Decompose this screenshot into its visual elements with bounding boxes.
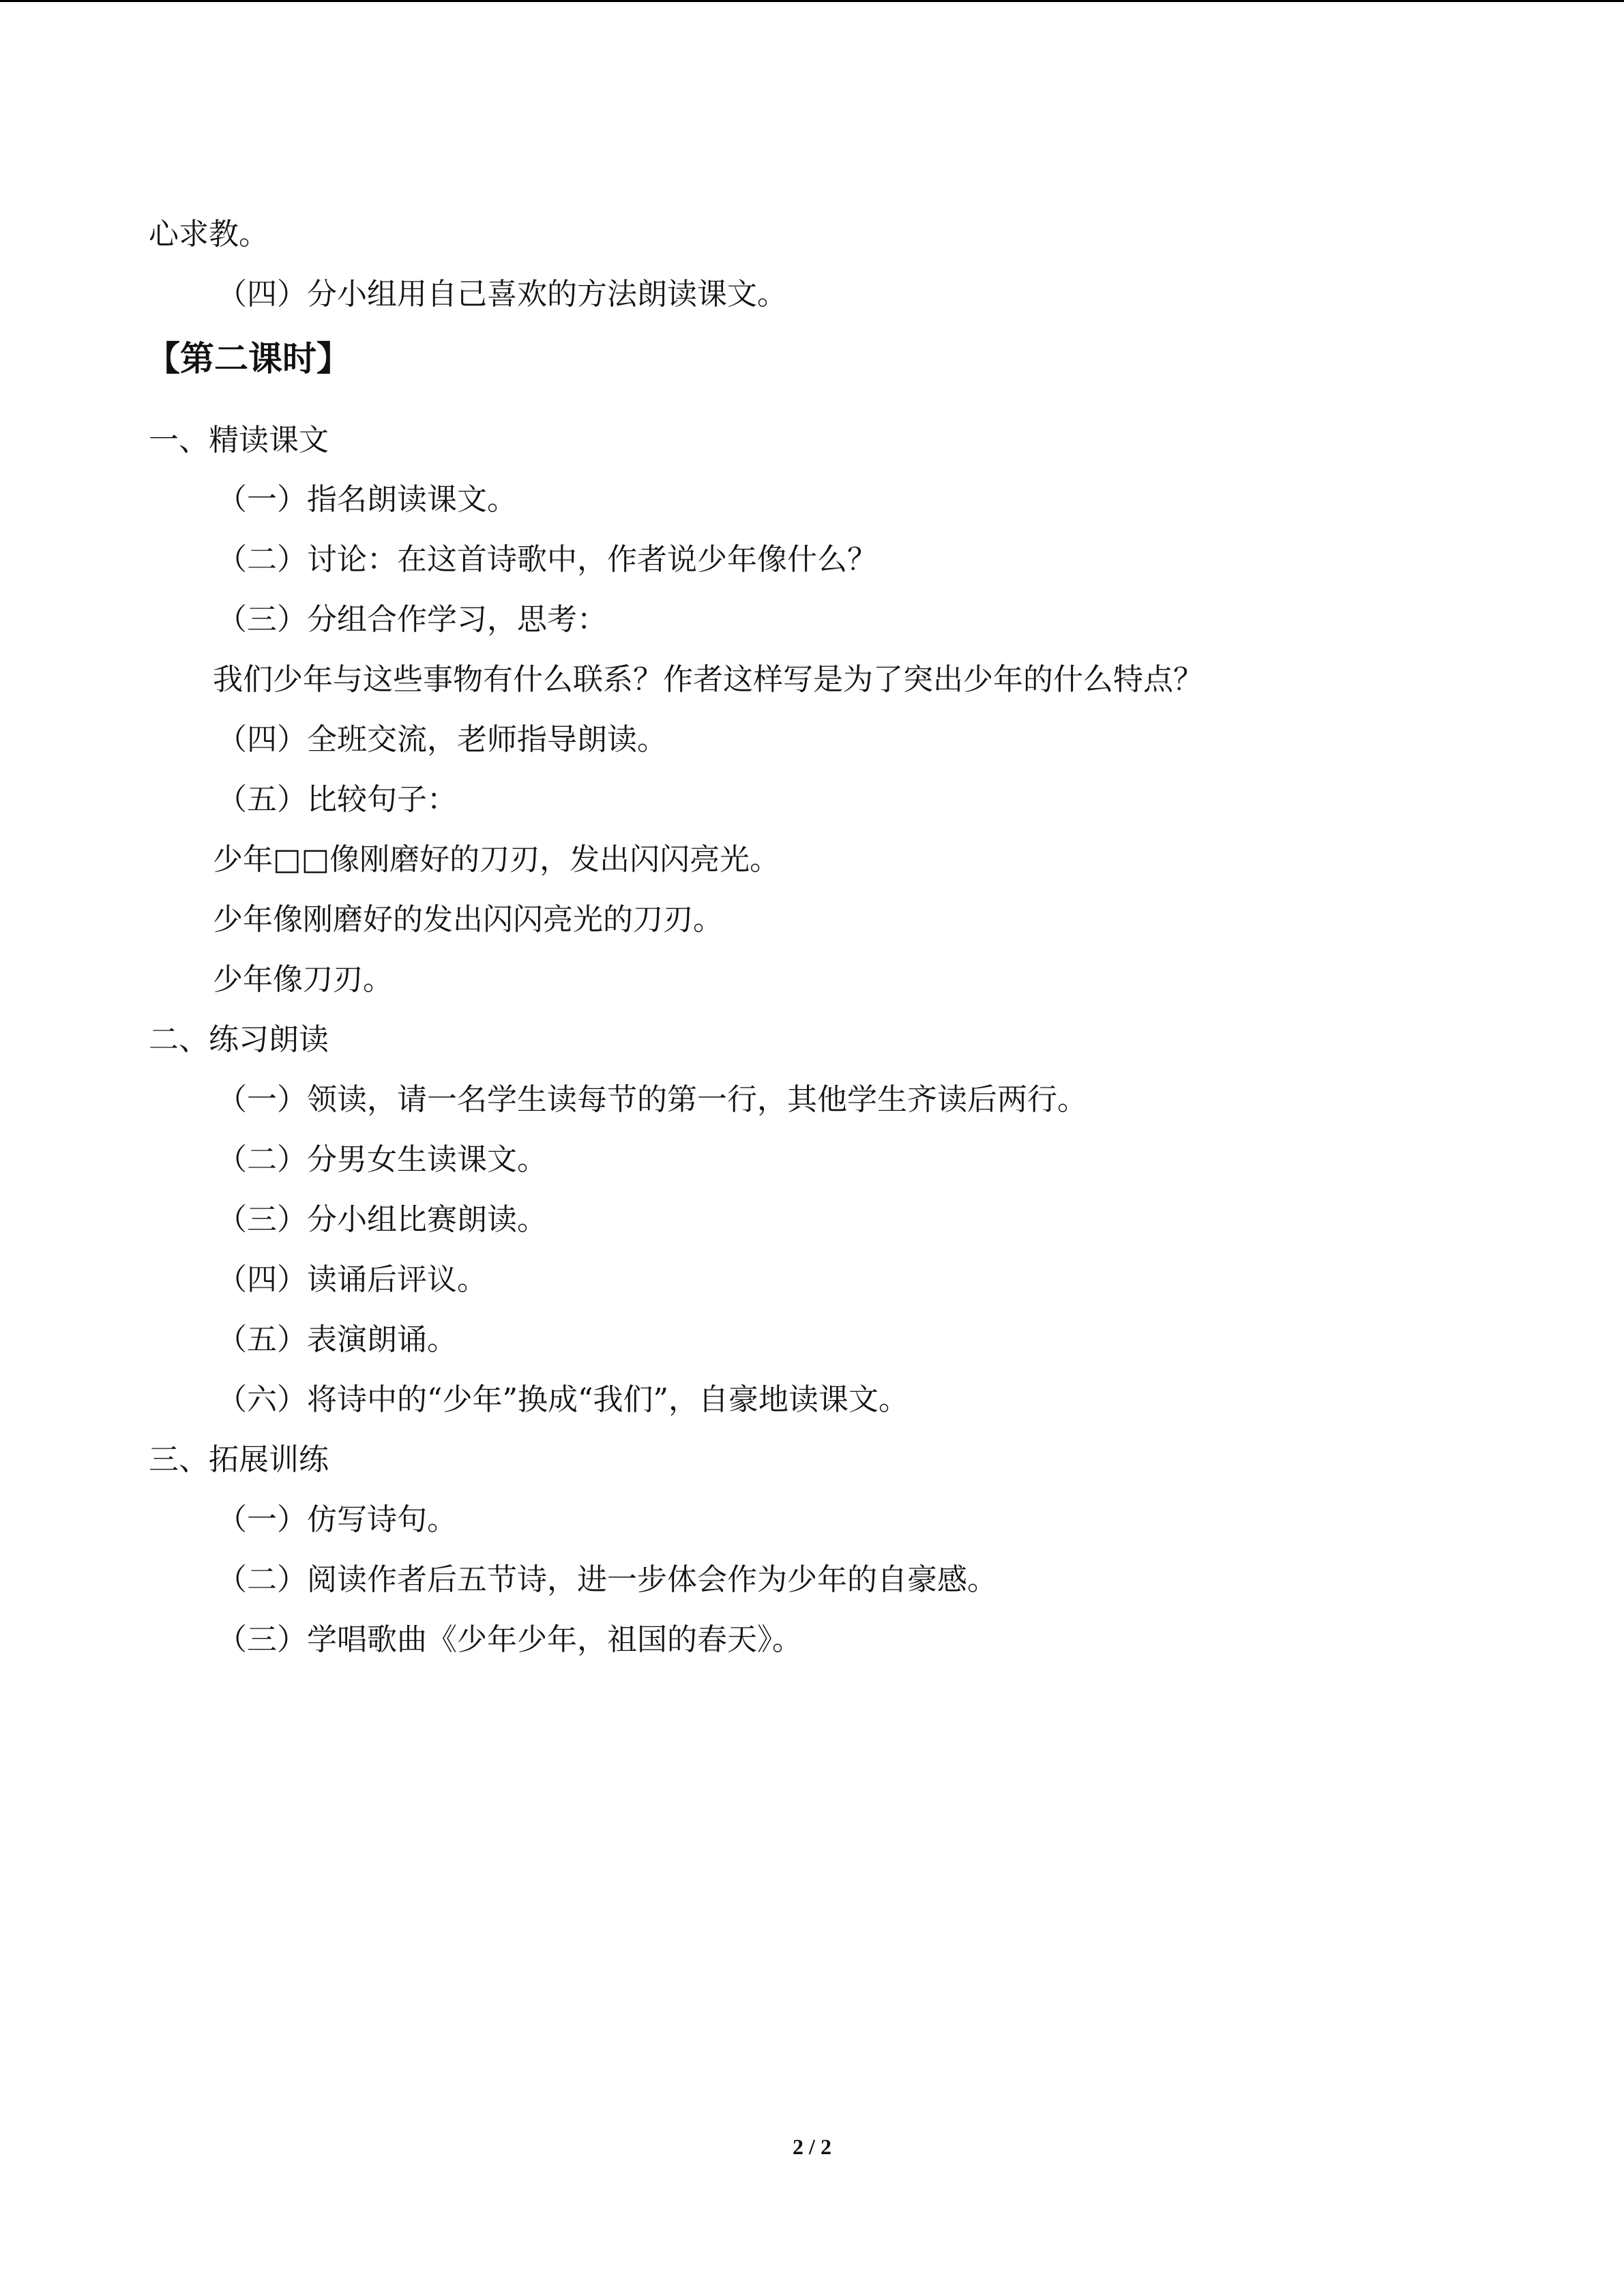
text-line-item: （四）读诵后评议。: [217, 1262, 487, 1297]
page-number: 2 / 2: [793, 2134, 831, 2159]
text-line-item: （四）全班交流，老师指导朗读。: [217, 722, 667, 757]
text-line-item: （五）比较句子：: [217, 782, 457, 817]
text-line-item: （六）将诗中的“少年”换成“我们”，自豪地读课文。: [217, 1382, 909, 1417]
text-line-item: （三）分组合作学习，思考：: [217, 602, 607, 637]
subsection-heading: 三、拓展训练: [149, 1442, 329, 1477]
text-line-item: （一）领读，请一名学生读每节的第一行，其他学生齐读后两行。: [217, 1082, 1087, 1117]
text-line-continuation: 心求教。: [149, 217, 269, 252]
text-line-body: 少年像刀刃。: [213, 962, 393, 997]
text-line-item: （一）仿写诗句。: [217, 1502, 457, 1537]
text-line-item: （三）学唱歌曲《少年少年，祖国的春天》。: [217, 1622, 802, 1657]
text-line-item: （四）分小组用自己喜欢的方法朗读课文。: [217, 277, 787, 312]
text-line-item: （三）分小组比赛朗读。: [217, 1202, 547, 1237]
text-line-body: 我们少年与这些事物有什么联系？作者这样写是为了突出少年的什么特点？: [213, 662, 1203, 697]
section-heading: 【第二课时】: [146, 338, 351, 378]
text-line-item: （二）讨论：在这首诗歌中，作者说少年像什么？: [217, 542, 877, 577]
text-line-body: 少年像刚磨好的发出闪闪亮光的刀刃。: [213, 902, 723, 937]
subsection-heading: 一、精读课文: [149, 423, 329, 458]
subsection-heading: 二、练习朗读: [149, 1022, 329, 1057]
text-line-body: 少年□□像刚磨好的刀刃，发出闪闪亮光。: [213, 842, 780, 877]
text-line-item: （一）指名朗读课文。: [217, 482, 517, 517]
text-line-item: （五）表演朗诵。: [217, 1322, 457, 1357]
text-line-item: （二）分男女生读课文。: [217, 1142, 547, 1177]
text-line-item: （二）阅读作者后五节诗，进一步体会作为少年的自豪感。: [217, 1562, 997, 1597]
